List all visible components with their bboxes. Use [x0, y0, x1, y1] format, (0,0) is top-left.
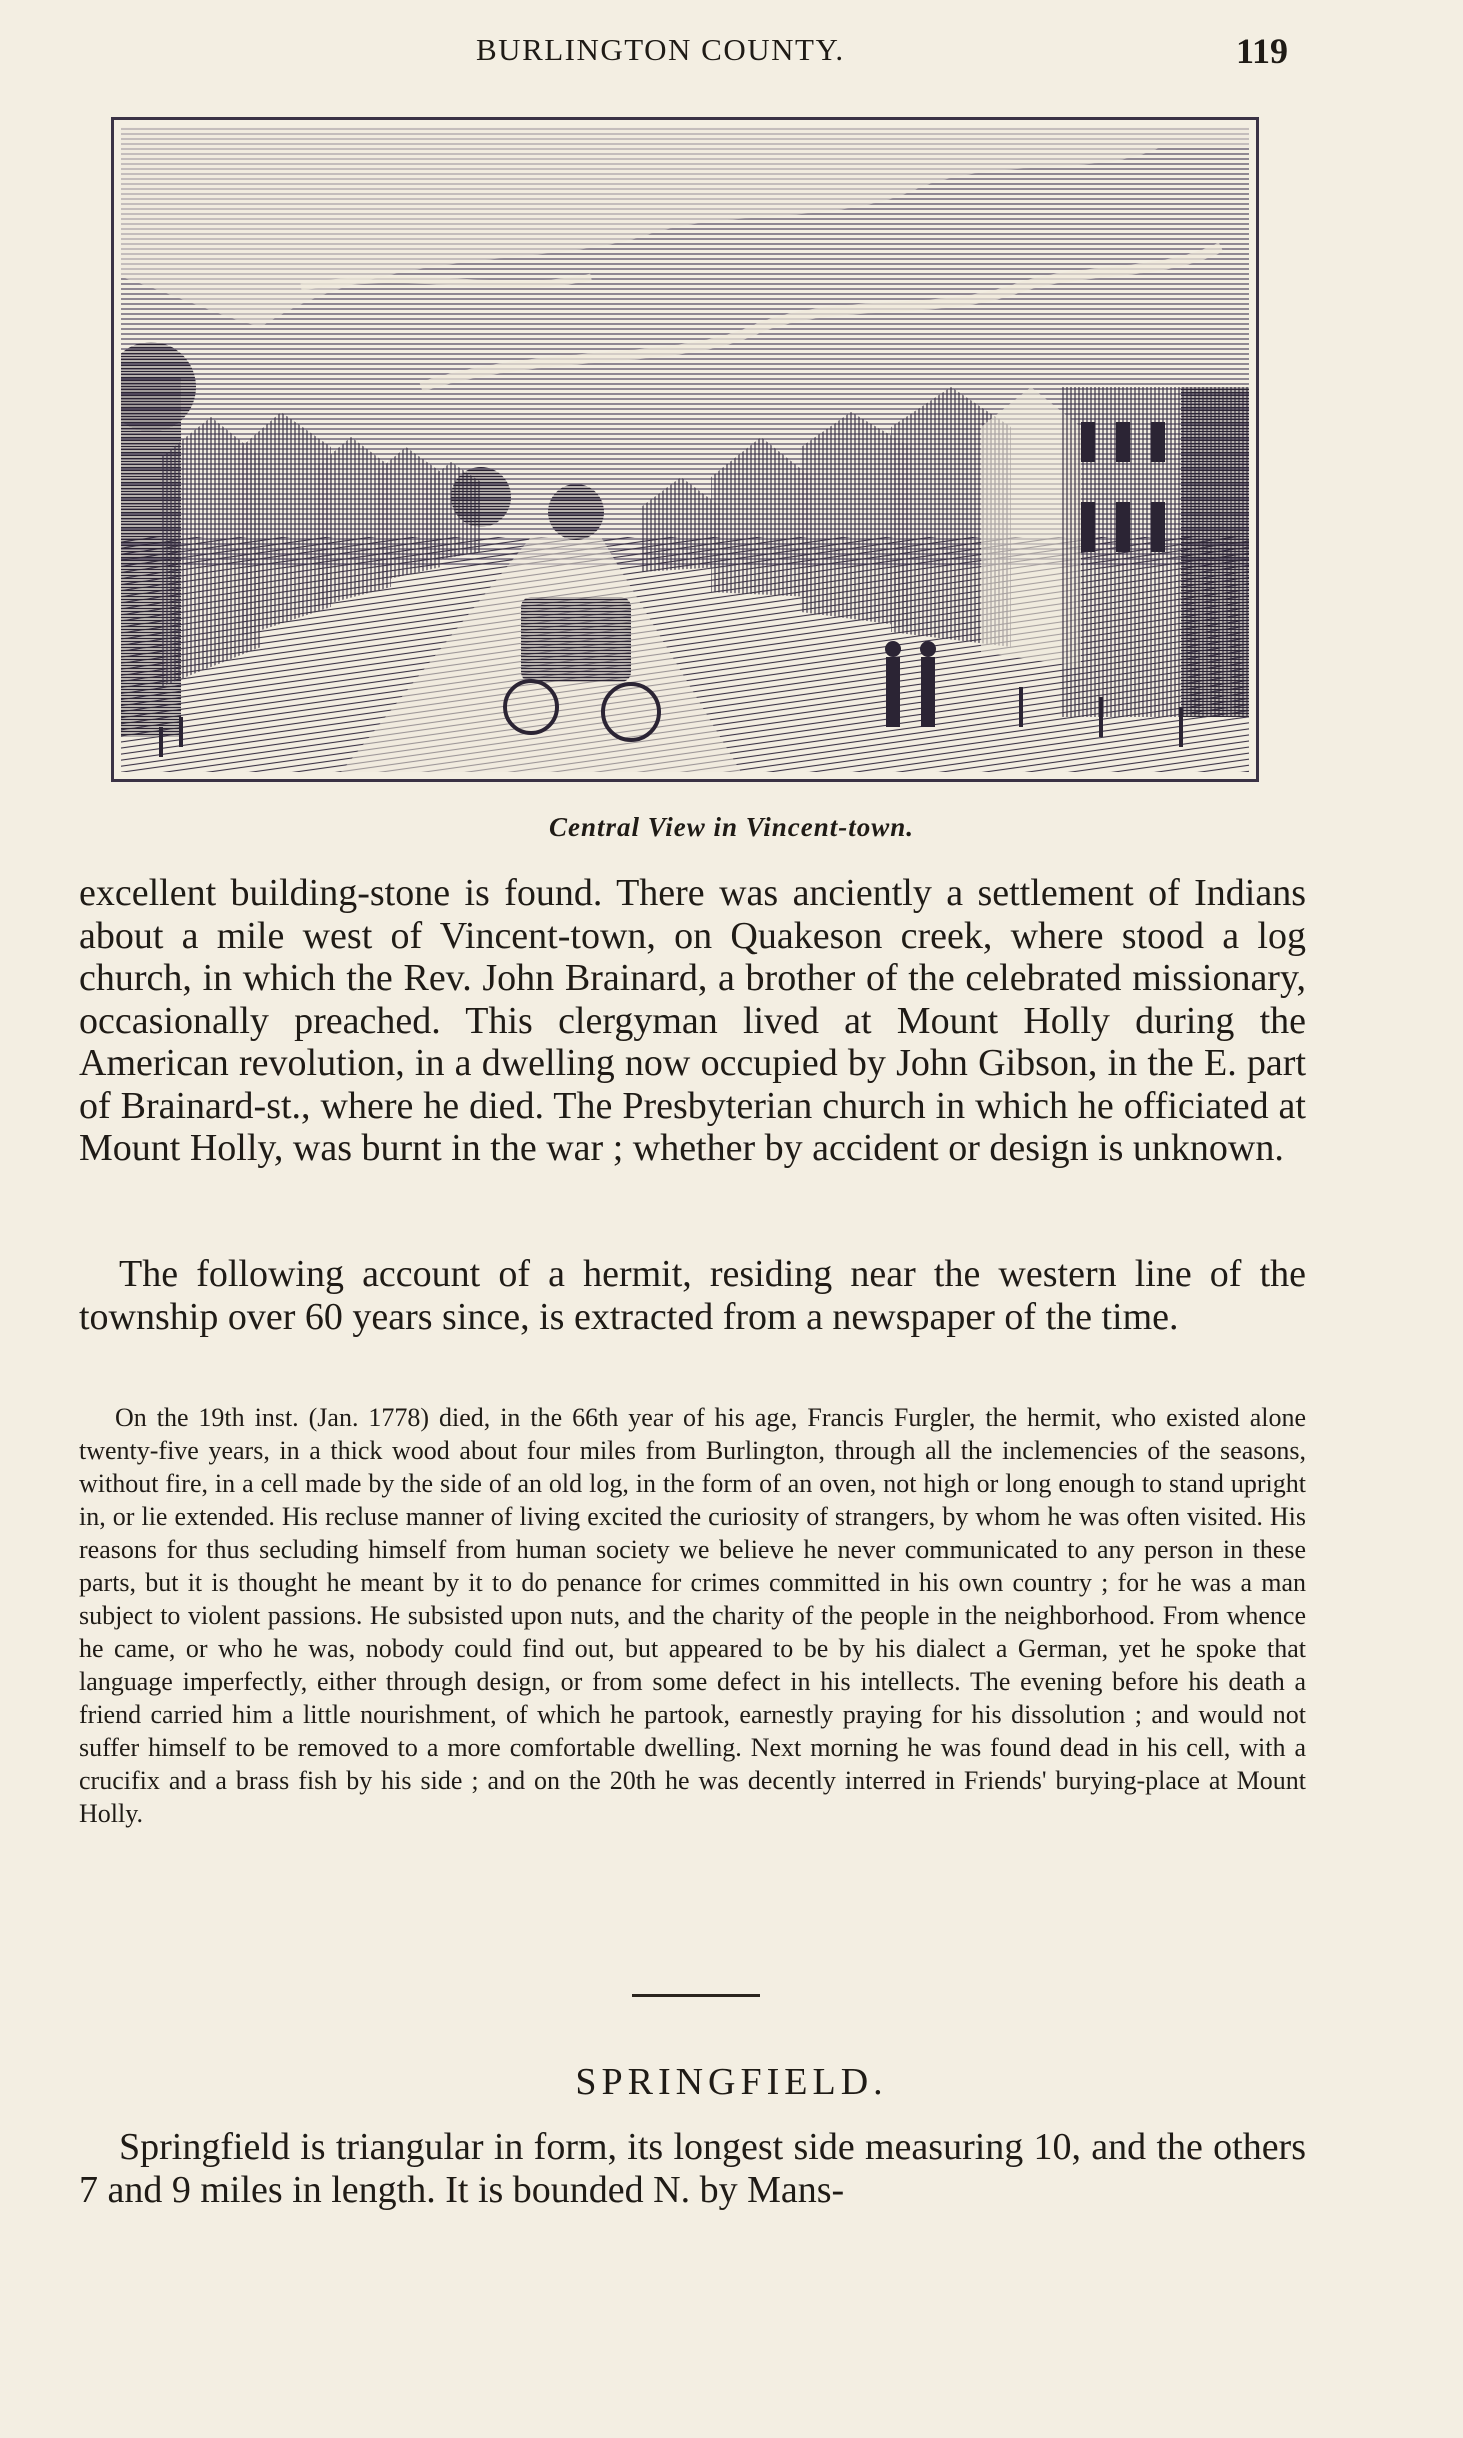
running-head — [0, 28, 1463, 78]
illustration-caption: Central View in Vincent-town. — [548, 812, 915, 842]
paragraph-springfield — [79, 2126, 1306, 2211]
paragraph-text: The following account of a hermit, residing near the western line of the township over 60 years since, is extracted from a newspaper of the time. — [79, 1253, 1306, 1338]
paragraph-text: excellent building-stone is found. There was anciently a settlement of Indians about a mile west of Vincent-town, on Quakeson creek, where stood a log church, in which the Rev. John Brainard, a brother of the celebrated missionary, occasionally preached. This clergyman lived at Mount Holly during the American revolution, in a dwelling now occupied by John Gibson, in the E. part of Brainard-st., where he died. The Presbyterian church in which he officiated at Mount Holly, was burnt in the war ; whether by accident or design is unknown. — [79, 872, 1306, 1169]
paragraph-hermit-intro — [79, 1253, 1306, 1338]
page-number: 119 — [1236, 31, 1289, 71]
section-divider — [632, 1994, 760, 1997]
illustration-frame — [111, 117, 1259, 782]
quote-text: On the 19th inst. (Jan. 1778) died, in the 66th year of his age, Francis Furgler, the hermit, who existed alone twenty-five years, in a thick wood about four miles from Burlington, through all the inclemencies of the seasons, without fire, in a cell made by the side of an old log, in the form of an oven, not high or long enough to stand upright in, or lie extended. His recluse manner of living excited the curiosity of strangers, by whom he was often visited. His reasons for thus secluding himself from human society we believe he never communicated to any person in these parts, but it is thought he meant by it to do penance for crimes committed in his own country ; for he was a man subject to violent passions. He subsisted upon nuts, and the charity of the people in the neighborhood. From whence he came, or who he was, nobody could find out, but appeared to be by his dialect a German, yet he spoke that language imperfectly, either through design, or from some defect in his intellects. The evening before his death a friend carried him a little nourishment, of which he partook, earnestly praying for his dissolution ; and would not suffer himself to be removed to a more comfortable dwelling. Next morning he was found dead in his cell, with a crucifix and a brass fish by his side ; and on the 20th he was decently interred in Friends' burying-place at Mount Holly. — [79, 1403, 1306, 1828]
section-heading: SPRINGFIELD. — [575, 2061, 888, 2103]
running-title: BURLINGTON COUNTY. — [476, 32, 845, 67]
engraving-street-scene-icon — [121, 127, 1249, 772]
newspaper-extract — [79, 1401, 1306, 1830]
paragraph-settlement — [79, 872, 1306, 1170]
paragraph-text: Springfield is triangular in form, its longest side measuring 10, and the others 7 and 9 miles in length. It is bounded N. by Mans- — [79, 2126, 1306, 2211]
